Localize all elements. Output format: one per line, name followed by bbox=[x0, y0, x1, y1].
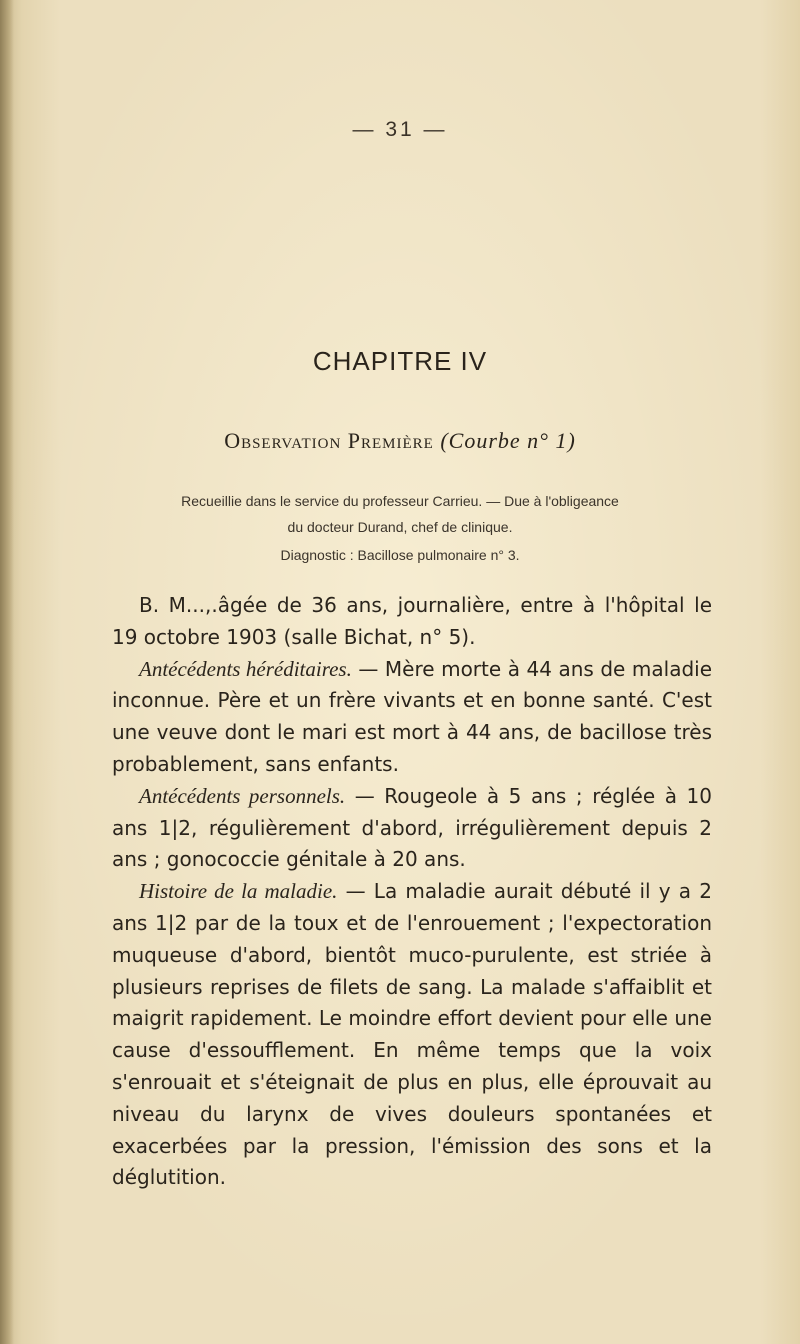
observation-note-diagnosis: Diagnostic : Bacillose pulmonaire n° 3. bbox=[280, 547, 520, 563]
observation-title bbox=[0, 428, 800, 454]
paragraph-hereditary-history bbox=[112, 654, 712, 781]
paragraph-lead: Histoire de la maladie. bbox=[139, 879, 338, 904]
observation-title-ref: (Courbe n° 1) bbox=[440, 428, 576, 453]
observation-title-main: Observation Première bbox=[224, 428, 434, 453]
paragraph-text: B. M...,.âgée de 36 ans, journalière, entre à l'hôpital le 19 octobre 1903 (salle Bichat, n° 5). bbox=[112, 593, 712, 649]
paragraph-disease-history bbox=[112, 876, 712, 1194]
page-spine-shadow bbox=[0, 0, 14, 1344]
observation-note-clinic: du docteur Durand, chef de clinique. bbox=[287, 519, 513, 535]
paragraph-text: — Rougeole à 5 ans ; réglée à 10 ans 1|2, régulièrement d'abord, irrégulièrement depuis 2 ans ; gonococcie génitale à 20 ans. bbox=[112, 783, 712, 872]
observation-note-source: Recueillie dans le service du professeur Carrieu. — Due à l'obligeance bbox=[181, 493, 619, 509]
paragraph-lead: Antécédents héréditaires. bbox=[139, 656, 352, 681]
paragraph-personal-history bbox=[112, 781, 712, 876]
paragraph-text: — Mère morte à 44 ans de maladie inconnue. Père et un frère vivants et en bonne santé. C'est une veuve dont le mari est mort à 44 ans, de bacillose très probablement, sans enfants. bbox=[112, 656, 713, 776]
paragraph-admission bbox=[112, 590, 712, 654]
page-number: — 31 — bbox=[352, 118, 448, 141]
paragraph-text: — La maladie aurait débuté il y a 2 ans 1|2 par de la toux et de l'enrouement ; l'expectoration muqueuse d'abord, bientôt muco-purulente, est striée à plusieurs reprises de filets de sang. La malade s'affaiblit et maigrit rapidement. Le moindre effort devient pour elle une cause d'essoufflement. En même temps que la voix s'enrouait et s'éteignait de plus en plus, elle éprouvait au niveau du larynx de vives douleurs spontanées et exacerbées par la pression, l'émission des sons et la déglutition. bbox=[112, 879, 712, 1190]
paragraph-lead: Antécédents personnels. bbox=[139, 783, 346, 808]
chapter-title: CHAPITRE IV bbox=[312, 346, 488, 376]
body-text bbox=[112, 590, 712, 1194]
